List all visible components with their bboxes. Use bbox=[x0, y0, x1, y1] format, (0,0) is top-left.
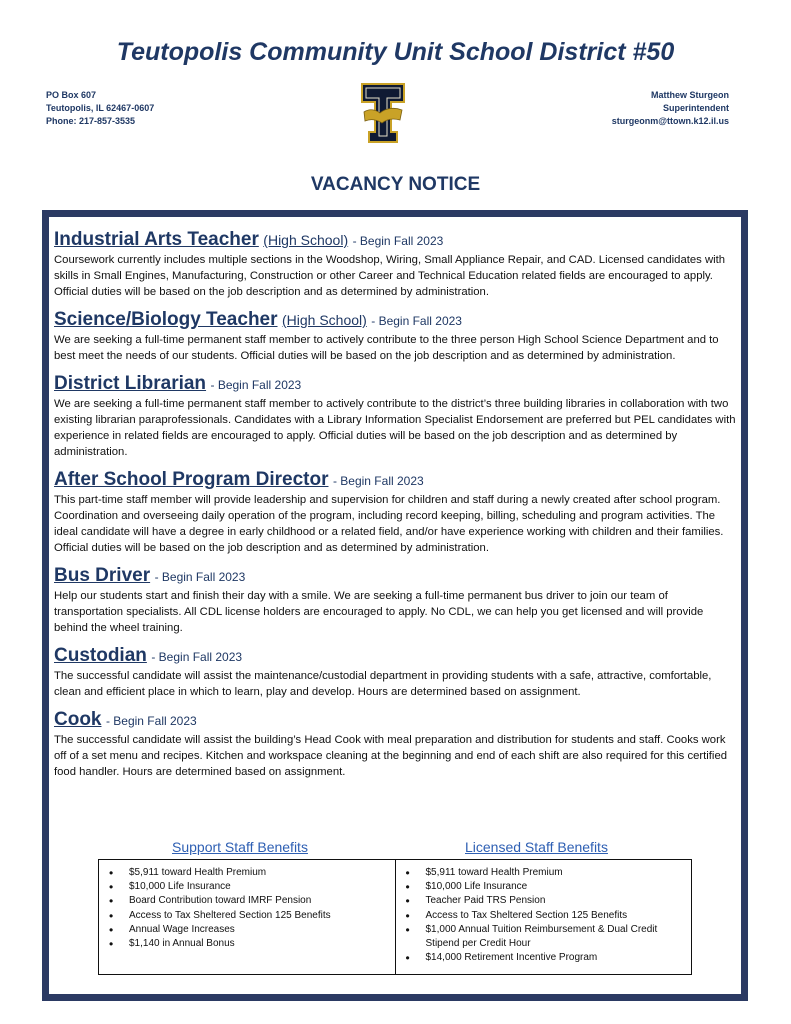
job-start-date: - Begin Fall 2023 bbox=[352, 234, 444, 248]
job-listing bbox=[54, 709, 740, 780]
licensed-benefits-list bbox=[395, 860, 692, 974]
notice-title: VACANCY NOTICE bbox=[310, 174, 481, 195]
job-title: Science/Biology Teacher bbox=[54, 309, 278, 330]
address-line: PO Box 607 bbox=[46, 90, 97, 100]
benefit-item: • $14,000 Retirement Incentive Program bbox=[402, 951, 692, 965]
superintendent-role: Superintendent bbox=[662, 103, 729, 113]
job-qualifier: (High School) bbox=[263, 232, 349, 248]
job-title: District Librarian bbox=[54, 373, 207, 394]
support-benefits-list bbox=[99, 860, 395, 974]
job-listing bbox=[54, 469, 740, 556]
benefit-item: • Teacher Paid TRS Pension bbox=[402, 894, 692, 908]
school-t-logo-icon bbox=[360, 82, 406, 144]
job-description: This part-time staff member will provide leadership and supervision for children and staff during a newly created after school program. Coordination and overseeing daily operation of the program, including record keeping, billing, scheduling and program activities. The ideal candidate will have a degree in early childhood or a related field, and/or have experience working with children and their families. Official duties will be based on the job description and as determined by administration. bbox=[54, 494, 724, 554]
benefit-item: • $10,000 Life Insurance bbox=[105, 880, 395, 894]
superintendent-contact bbox=[612, 89, 729, 128]
address-line: Teutopolis, IL 62467-0607 bbox=[46, 103, 155, 113]
job-description: Help our students start and finish their day with a smile. We are seeking a full-time permanent bus driver to join our team of transportation specialists. All CDL license holders are encouraged to apply. No CDL, we can help you get licensed and will provide behind the wheel training. bbox=[54, 590, 704, 634]
job-listing bbox=[54, 229, 740, 300]
job-title: Bus Driver bbox=[54, 565, 151, 586]
job-start-date: - Begin Fall 2023 bbox=[151, 650, 243, 664]
job-list bbox=[54, 229, 740, 789]
job-listing bbox=[54, 565, 740, 636]
job-title: After School Program Director bbox=[54, 469, 329, 490]
job-listing bbox=[54, 645, 740, 700]
job-listing bbox=[54, 373, 740, 460]
job-start-date: - Begin Fall 2023 bbox=[210, 378, 302, 392]
job-description: Coursework currently includes multiple sections in the Woodshop, Wiring, Small Appliance Repair, and CAD. Licensed candidates with skills in Small Engines, Manufacturing, Construction or other Career and Technical Education related fields are encouraged to apply. Official duties will be based on the job description and as determined by administration. bbox=[54, 254, 726, 298]
benefit-item: • Access to Tax Sheltered Section 125 Benefits bbox=[402, 909, 692, 923]
job-start-date: - Begin Fall 2023 bbox=[371, 314, 462, 328]
benefit-item: • $1,000 Annual Tuition Reimbursement & Dual Credit Stipend per Credit Hour bbox=[402, 923, 692, 951]
benefit-item: • Board Contribution toward IMRF Pension bbox=[105, 894, 395, 908]
job-start-date: - Begin Fall 2023 bbox=[154, 570, 246, 584]
job-description: The successful candidate will assist the maintenance/custodial department in providing students with a safe, attractive, comfortable, clean and efficient place in which to learn, play and develop. Hours are determined based on assignment. bbox=[54, 670, 712, 698]
job-listing bbox=[54, 309, 740, 364]
job-description: The successful candidate will assist the building’s Head Cook with meal preparation and distribution for students and staff. Cooks work off of a set menu and recipes. Kitchen and workspace cleaning at the beginning and end of each shift are also required for this certified food handler. Hours are determined based on assignment. bbox=[54, 734, 728, 778]
vacancy-frame bbox=[42, 210, 748, 1001]
job-description: We are seeking a full-time permanent staff member to actively contribute to the district’s three building libraries in collaboration with two existing librarian paraprofessionals. Candidates with a Library Information Specialist Endorsement are preferred but PEL candidates with experience in related fields are encouraged to apply. Official duties will be based on the job description and as determined by administration. bbox=[54, 398, 736, 458]
superintendent-email: sturgeonm@ttown.k12.il.us bbox=[611, 116, 729, 126]
job-title: Custodian bbox=[54, 645, 147, 666]
benefit-item: • $5,911 toward Health Premium bbox=[105, 866, 395, 880]
phone-line: Phone: 217-857-3535 bbox=[46, 116, 136, 126]
benefit-item: • $10,000 Life Insurance bbox=[402, 880, 692, 894]
district-address bbox=[46, 89, 154, 128]
benefit-item: • Annual Wage Increases bbox=[105, 923, 395, 937]
benefit-item: • $1,140 in Annual Bonus bbox=[105, 937, 395, 951]
job-description: We are seeking a full-time permanent staff member to actively contribute to the three person High School Science Department and to best meet the needs of our students. Official duties will be based on the job description and as determined by administration. bbox=[54, 334, 719, 362]
job-qualifier: (High School) bbox=[281, 312, 367, 328]
benefits-table bbox=[98, 859, 692, 975]
superintendent-name: Matthew Sturgeon bbox=[651, 90, 729, 100]
benefit-item: • Access to Tax Sheltered Section 125 Benefits bbox=[105, 909, 395, 923]
job-start-date: - Begin Fall 2023 bbox=[332, 474, 424, 488]
benefit-item: • $5,911 toward Health Premium bbox=[402, 866, 692, 880]
licensed-benefits-heading: Licensed Staff Benefits bbox=[465, 839, 608, 855]
job-title: Industrial Arts Teacher bbox=[54, 229, 259, 250]
district-title: Teutopolis Community Unit School District #50 bbox=[116, 38, 675, 66]
job-title: Cook bbox=[54, 709, 102, 730]
support-benefits-heading: Support Staff Benefits bbox=[172, 839, 308, 855]
job-start-date: - Begin Fall 2023 bbox=[105, 714, 197, 728]
